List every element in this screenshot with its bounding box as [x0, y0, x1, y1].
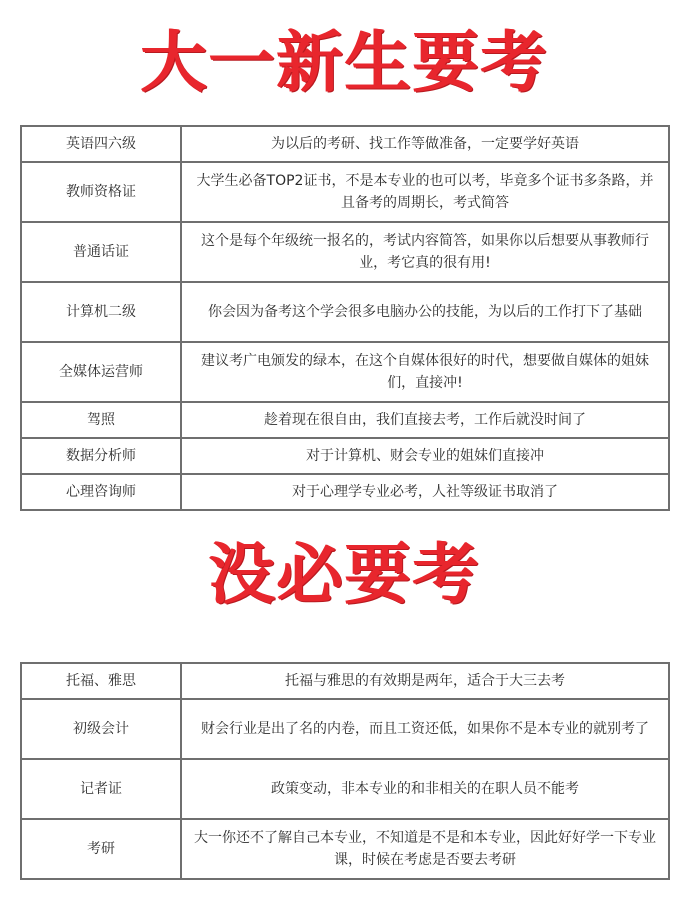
- table-row: [21, 282, 669, 342]
- cert-description: 财会行业是出了名的内卷，而且工资还低，如果你不是本专业的就别考了: [181, 699, 669, 759]
- cert-name: 考研: [21, 819, 181, 879]
- must-take-table: [20, 125, 670, 511]
- cert-name: 心理咨询师: [21, 474, 181, 510]
- section-title-must-take: 大一新生要考: [141, 24, 549, 101]
- cert-name: 教师资格证: [21, 162, 181, 222]
- table-row: [21, 474, 669, 510]
- cert-name: 英语四六级: [21, 126, 181, 162]
- table-row: [21, 759, 669, 819]
- cert-description: 建议考广电颁发的绿本，在这个自媒体很好的时代，想要做自媒体的姐妹们，直接冲!: [181, 342, 669, 402]
- cert-name: 数据分析师: [21, 438, 181, 474]
- cert-name: 全媒体运营师: [21, 342, 181, 402]
- cert-description: 大一你还不了解自己本专业，不知道是不是和本专业，因此好好学一下专业课，时候在考虑是否要去考研: [181, 819, 669, 879]
- cert-description: 这个是每个年级统一报名的，考试内容简答，如果你以后想要从事教师行业，考它真的很有用!: [181, 222, 669, 282]
- cert-description: 对于计算机、财会专业的姐妹们直接冲: [181, 438, 669, 474]
- table-row: [21, 819, 669, 879]
- not-necessary-table: [20, 662, 670, 880]
- table-row: [21, 222, 669, 282]
- cert-name: 普通话证: [21, 222, 181, 282]
- cert-description: 你会因为备考这个学会很多电脑办公的技能，为以后的工作打下了基础: [181, 282, 669, 342]
- cert-description: 趁着现在很自由，我们直接去考，工作后就没时间了: [181, 402, 669, 438]
- table-row: [21, 126, 669, 162]
- cert-name: 初级会计: [21, 699, 181, 759]
- table-row: [21, 438, 669, 474]
- table-row: [21, 699, 669, 759]
- cert-name: 计算机二级: [21, 282, 181, 342]
- cert-description: 托福与雅思的有效期是两年，适合于大三去考: [181, 663, 669, 699]
- cert-description: 对于心理学专业必考，人社等级证书取消了: [181, 474, 669, 510]
- table-row: [21, 342, 669, 402]
- table-row: [21, 663, 669, 699]
- table-row: [21, 402, 669, 438]
- cert-name: 驾照: [21, 402, 181, 438]
- table-row: [21, 162, 669, 222]
- cert-description: 为以后的考研、找工作等做准备，一定要学好英语: [181, 126, 669, 162]
- cert-name: 托福、雅思: [21, 663, 181, 699]
- cert-description: 政策变动，非本专业的和非相关的在职人员不能考: [181, 759, 669, 819]
- section-title-not-necessary: 没必要考: [209, 536, 481, 613]
- cert-name: 记者证: [21, 759, 181, 819]
- cert-description: 大学生必备TOP2证书，不是本专业的也可以考，毕竟多个证书多条路，并且备考的周期长，考式简答: [181, 162, 669, 222]
